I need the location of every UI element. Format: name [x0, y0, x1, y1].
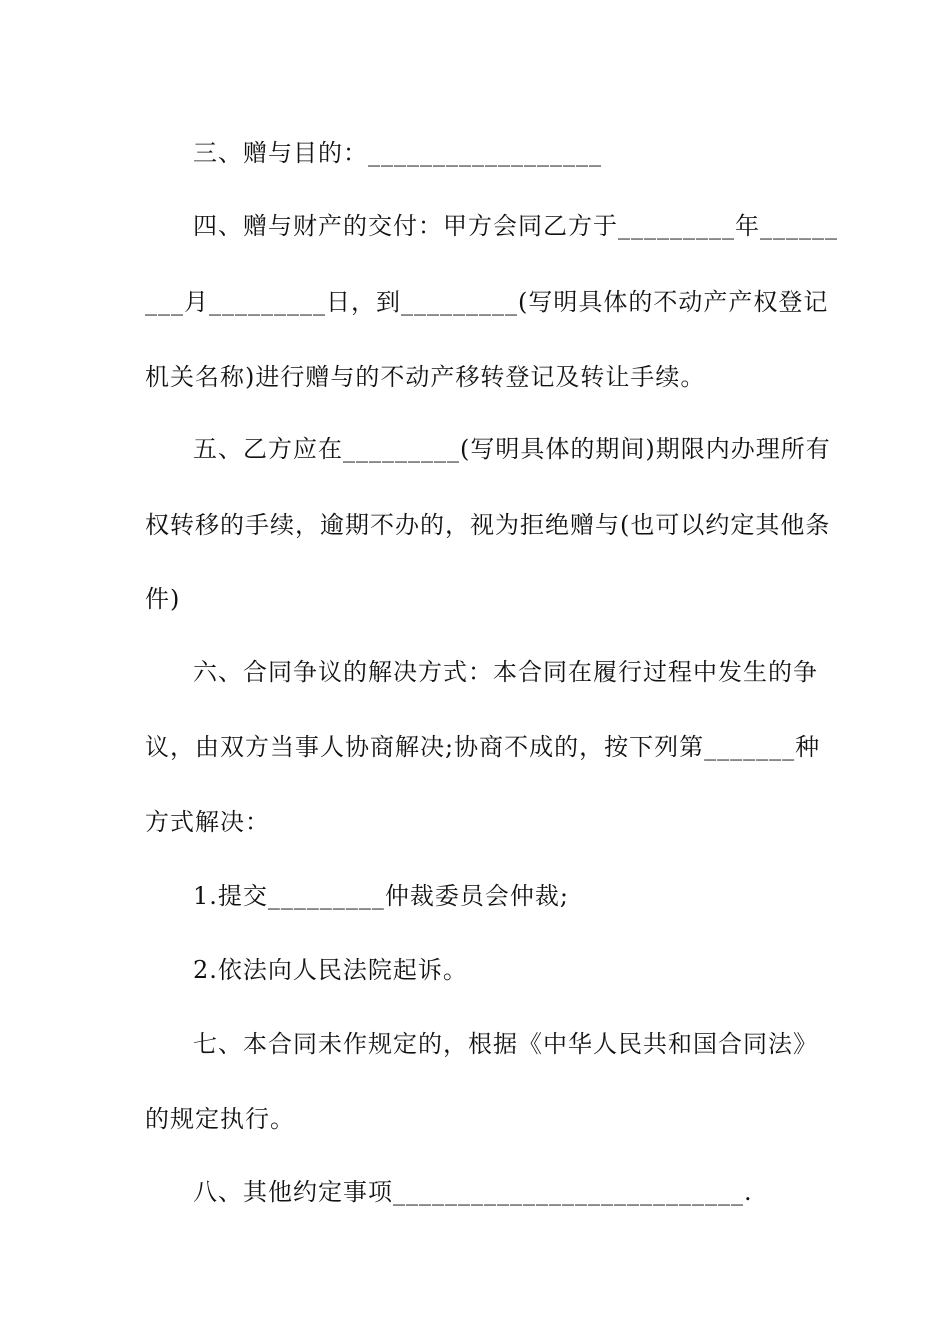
clause-6-line-3: 方式解决： [145, 808, 270, 836]
clause-6-line-2: 议，由双方当事人协商解决;协商不成的，按下列第_______种 [145, 733, 821, 761]
clause-4-line-1: 四、赠与财产的交付：甲方会同乙方于_________年______ [193, 212, 838, 240]
clause-3-purpose: 三、赠与目的：__________________ [193, 139, 602, 167]
clause-5-line-1: 五、乙方应在_________(写明具体的期间)期限内办理所有 [193, 435, 831, 463]
clause-6-option-2: 2.依法向人民法院起诉。 [193, 956, 468, 984]
clause-4-line-2: ___月_________日，到_________(写明具体的不动产产权登记 [145, 288, 829, 316]
clause-4-line-3: 机关名称)进行赠与的不动产移转登记及转让手续。 [145, 363, 706, 391]
clause-5-line-2: 权转移的手续，逾期不办的，视为拒绝赠与(也可以约定其他条 [145, 511, 831, 539]
clause-5-line-3: 件) [145, 585, 181, 613]
clause-7-line-1: 七、本合同未作规定的，根据《中华人民共和国合同法》 [193, 1030, 818, 1058]
clause-6-option-1: 1.提交_________仲裁委员会仲裁; [193, 882, 569, 910]
clause-8-other-matters: 八、其他约定事项___________________________. [193, 1178, 753, 1206]
clause-6-line-1: 六、合同争议的解决方式：本合同在履行过程中发生的争 [193, 658, 818, 686]
clause-7-line-2: 的规定执行。 [145, 1105, 295, 1133]
